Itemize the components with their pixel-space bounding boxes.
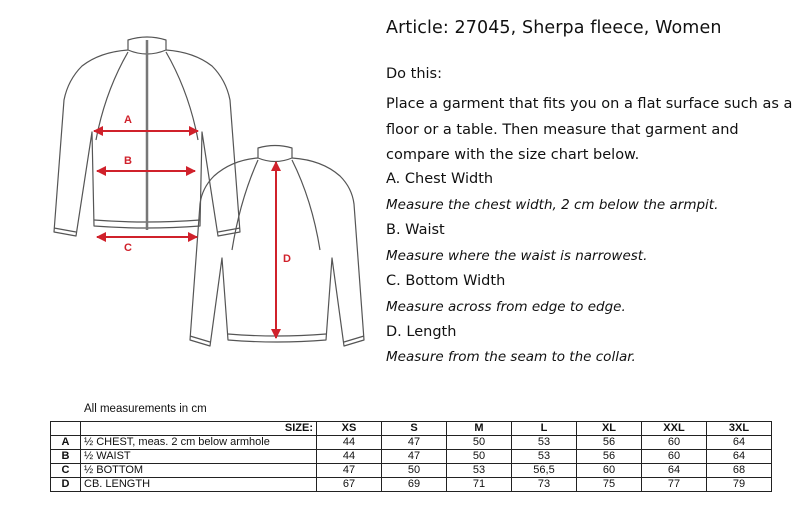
table-cell: 53 [512,450,577,464]
size-header: XL [577,422,642,436]
table-header-row [51,422,772,436]
table-cell: 47 [382,450,447,464]
measurements-note: All measurements in cm [84,403,207,415]
table-cell: 60 [642,450,707,464]
table-cell: 69 [382,478,447,492]
do-this-heading: Do this: [386,66,442,82]
waist-desc: Measure where the waist is narrowest. [386,248,648,264]
size-header: L [512,422,577,436]
table-cell: 47 [382,436,447,450]
table-cell: 44 [317,450,382,464]
size-header: S [382,422,447,436]
article-title: Article: 27045, Sherpa fleece, Women [386,18,722,38]
chest-width-heading: A. Chest Width [386,171,494,187]
table-cell: 53 [512,436,577,450]
table-row [51,436,772,450]
row-letter: B [51,450,81,464]
table-cell: 64 [642,464,707,478]
table-cell: 64 [707,450,772,464]
length-desc: Measure from the seam to the collar. [386,349,636,365]
instructions-paragraph: Place a garment that fits you on a flat surface such as a floor or a table. Then measure that garment and compare with the size chart below. [386,96,793,163]
row-letter: D [51,478,81,492]
table-cell: 50 [382,464,447,478]
table-cell: 68 [707,464,772,478]
table-cell: 50 [447,436,512,450]
chest-width-desc: Measure the chest width, 2 cm below the armpit. [386,197,719,213]
jacket-front-drawing [54,37,240,236]
table-cell: 79 [707,478,772,492]
size-chart-table [50,421,772,492]
row-label: ½ CHEST, meas. 2 cm below armhole [81,436,317,450]
header-empty-cell [51,422,81,436]
garment-illustration [0,0,370,372]
table-row [51,478,772,492]
table-cell: 73 [512,478,577,492]
row-label: ½ WAIST [81,450,317,464]
row-label: ½ BOTTOM [81,464,317,478]
table-cell: 60 [577,464,642,478]
table-cell: 77 [642,478,707,492]
row-letter: C [51,464,81,478]
table-cell: 56 [577,436,642,450]
bottom-width-desc: Measure across from edge to edge. [386,299,626,315]
table-cell: 64 [707,436,772,450]
size-header: 3XL [707,422,772,436]
size-label-cell: SIZE: [81,422,317,436]
size-header: XXL [642,422,707,436]
table-cell: 44 [317,436,382,450]
bottom-width-heading: C. Bottom Width [386,273,506,289]
label-a: A [124,114,132,126]
table-cell: 56,5 [512,464,577,478]
table-cell: 53 [447,464,512,478]
size-header: M [447,422,512,436]
table-cell: 67 [317,478,382,492]
label-b: B [124,155,132,167]
label-c: C [124,242,132,254]
table-cell: 60 [642,436,707,450]
table-row [51,464,772,478]
table-row [51,450,772,464]
row-label: CB. LENGTH [81,478,317,492]
table-cell: 75 [577,478,642,492]
table-cell: 56 [577,450,642,464]
table-cell: 50 [447,450,512,464]
table-cell: 47 [317,464,382,478]
waist-heading: B. Waist [386,222,445,238]
length-heading: D. Length [386,324,457,340]
table-cell: 71 [447,478,512,492]
row-letter: A [51,436,81,450]
label-d: D [283,253,291,265]
size-header: XS [317,422,382,436]
